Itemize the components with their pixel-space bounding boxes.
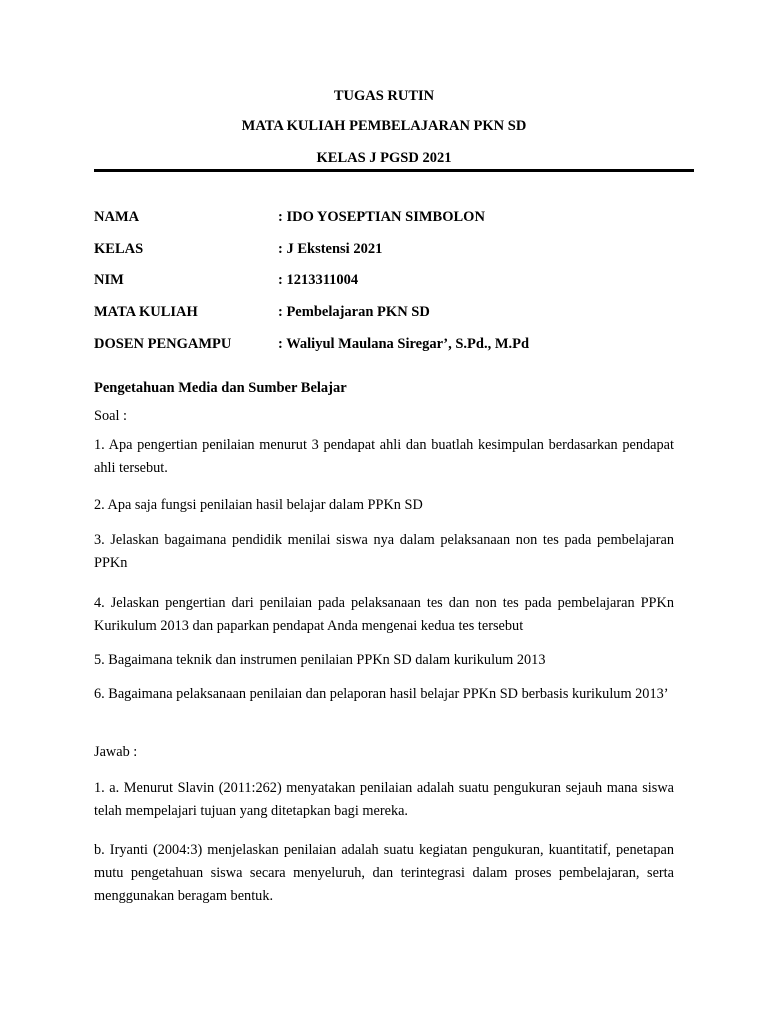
info-label: NAMA (94, 209, 140, 225)
question-5: 5. Bagaimana teknik dan instrumen penilaian PPKn SD dalam kurikulum 2013 (94, 652, 546, 668)
question-1: 1. Apa pengertian penilaian menurut 3 pendapat ahli dan buatlah kesimpulan berdasarkan pendapat ahli tersebut. (94, 437, 674, 476)
doc-title-line-3: KELAS J PGSD 2021 (316, 150, 452, 166)
info-value: : Waliyul Maulana Siregar’, S.Pd., M.Pd (278, 336, 530, 352)
info-label: MATA KULIAH (94, 304, 198, 320)
info-value: : Pembelajaran PKN SD (278, 304, 430, 320)
info-label: NIM (94, 272, 124, 288)
info-value: : IDO YOSEPTIAN SIMBOLON (278, 209, 485, 225)
section-title: Pengetahuan Media dan Sumber Belajar (94, 380, 347, 396)
question-6: 6. Bagaimana pelaksanaan penilaian dan pelaporan hasil belajar PPKn SD berbasis kurikulum 2013’ (94, 686, 669, 702)
answer-1a: 1. a. Menurut Slavin (2011:262) menyatakan penilaian adalah suatu pengukuran sejauh mana siswa telah mempelajari tujuan yang ditetapkan bagi mereka. (94, 780, 674, 819)
answer-1b: b. Iryanti (2004:3) menjelaskan penilaian adalah suatu kegiatan pengukuran, kuantitatif, penetapan mutu pengetahuan siswa secara menyeluruh, dan terintegrasi dalam proses pembelajaran, serta menggunakan beragam bentuk. (94, 842, 674, 904)
question-4: 4. Jelaskan pengertian dari penilaian pada pelaksanaan tes dan non tes pada pembelajaran PPKn Kurikulum 2013 dan paparkan pendapat Anda mengenai kedua tes tersebut (94, 595, 674, 634)
question-3: 3. Jelaskan bagaimana pendidik menilai siswa nya dalam pelaksanaan non tes pada pembelajaran PPKn (94, 532, 674, 571)
doc-title-line-2: MATA KULIAH PEMBELAJARAN PKN SD (241, 118, 527, 134)
doc-title-line-1: TUGAS RUTIN (333, 88, 435, 104)
info-value: : 1213311004 (278, 272, 359, 288)
info-value: : J Ekstensi 2021 (278, 241, 383, 257)
header-divider (94, 169, 694, 172)
soal-label: Soal : (94, 408, 127, 424)
question-2: 2. Apa saja fungsi penilaian hasil belajar dalam PPKn SD (94, 497, 423, 513)
jawab-label: Jawab : (94, 744, 138, 760)
info-label: KELAS (94, 241, 144, 257)
info-label: DOSEN PENGAMPU (94, 336, 232, 352)
